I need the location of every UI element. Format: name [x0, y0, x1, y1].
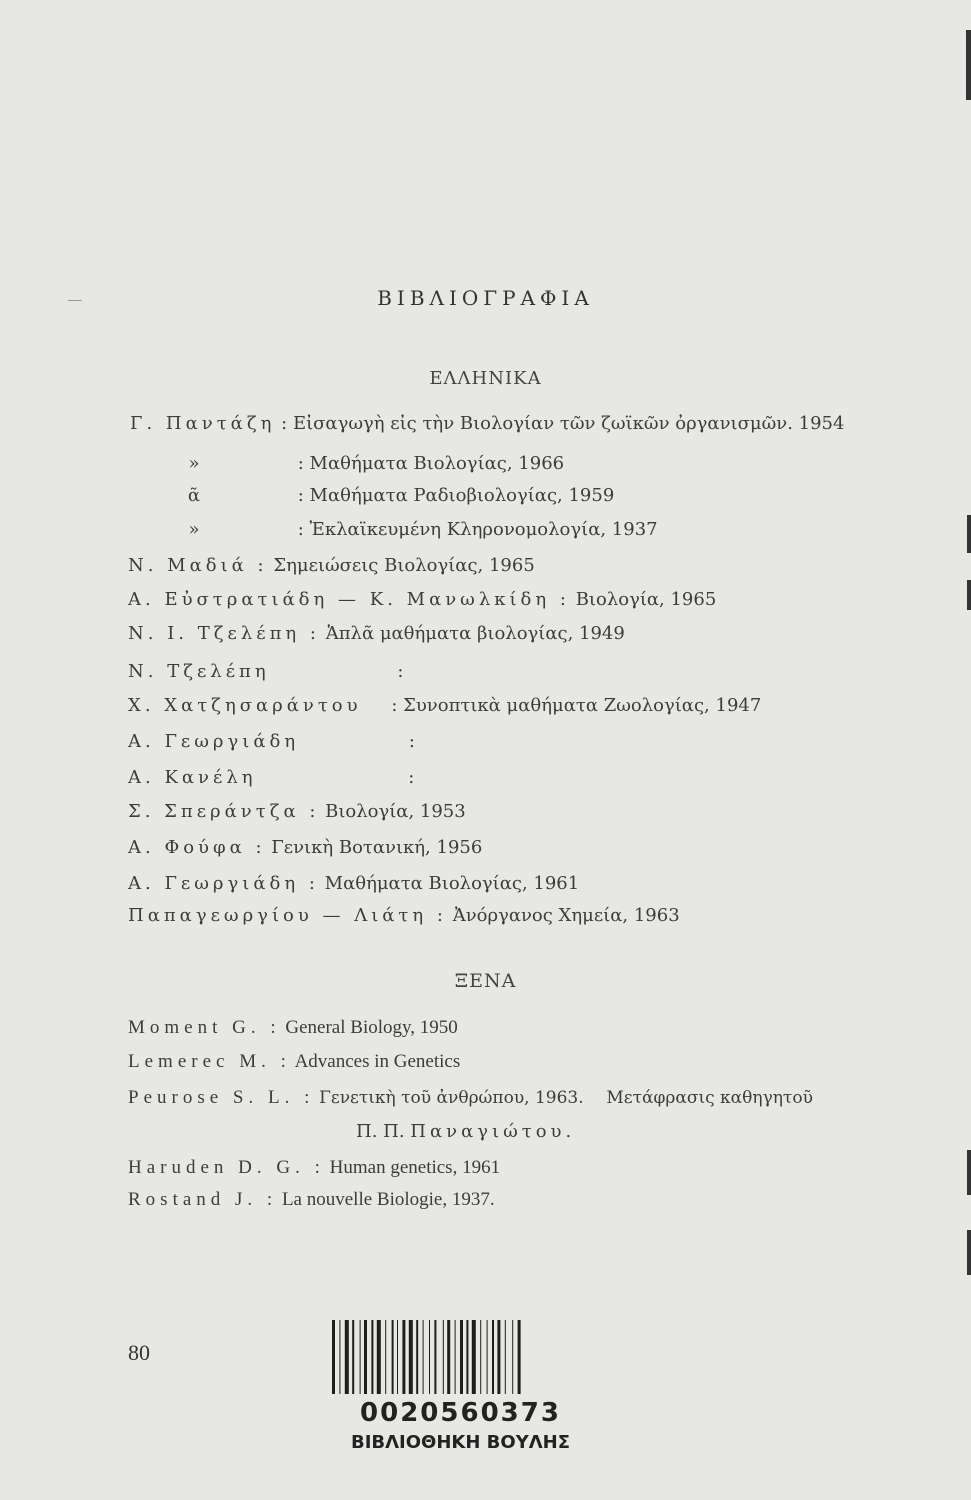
- ditto-mark: »: [188, 519, 200, 540]
- entry-separator: :: [408, 731, 415, 752]
- entry-author: Α. Φούφα :: [128, 837, 266, 858]
- list-item: [184, 484, 614, 508]
- barcode-bar: [466, 1320, 468, 1394]
- entry-work: General Biology, 1950: [285, 1017, 458, 1038]
- entry-author: Παπαγεωργίου — Λιάτη :: [128, 905, 447, 926]
- entry-work: Βιολογία, 1953: [325, 801, 466, 822]
- ditto-mark: ᾶ: [187, 485, 201, 506]
- ditto-mark: »: [188, 453, 200, 474]
- entry-author: Moment G. :: [128, 1017, 281, 1038]
- entry-author: Α. Γεωργιάδη: [128, 731, 300, 752]
- list-item: [128, 872, 579, 896]
- list-item: [128, 1050, 460, 1074]
- section-heading-greek: ΕΛΛΗΝΙΚΑ: [429, 368, 542, 389]
- list-item: [128, 588, 716, 612]
- library-name: ΒΙΒΛΙΟΘΗΚΗ ΒΟΥΛΗΣ: [350, 1432, 571, 1453]
- barcode-bar: [505, 1320, 506, 1394]
- barcode-bar: [472, 1320, 476, 1394]
- entry-author: Rostand J. :: [128, 1189, 278, 1210]
- entry-author: Α. Γεωργιάδη :: [128, 873, 319, 894]
- entry-author: Χ. Χατζησαράντου: [128, 695, 362, 716]
- list-item: [128, 800, 466, 824]
- list-item-continuation: [356, 1120, 575, 1144]
- barcode-bar: [455, 1320, 456, 1394]
- scan-edge-mark: [967, 1230, 971, 1275]
- barcode-bar: [397, 1320, 398, 1394]
- entry-work: Γενικὴ Βοτανική, 1956: [271, 837, 483, 858]
- entry-separator: :: [408, 767, 415, 788]
- entry-author: Ν. Τζελέπη: [128, 661, 270, 682]
- entry-author: Α. Εὐστρατιάδη — Κ. Μανωλκίδη :: [128, 589, 570, 610]
- entry-work: Εἰσαγωγὴ εἰς τὴν Βιολογίαν τῶν ζωϊκῶν ὀργανισμῶν. 1954: [292, 413, 845, 434]
- entry-work: Ἀνόργανος Χημεία, 1963: [452, 905, 680, 926]
- entry-work: La nouvelle Biologie, 1937.: [281, 1189, 495, 1210]
- library-barcode-label: [328, 1316, 593, 1453]
- entry-work: Γενετικὴ τοῦ ἀνθρώπου, 1963.: [319, 1088, 584, 1108]
- list-item: [128, 622, 625, 646]
- entry-separator: :: [281, 413, 288, 434]
- list-item: [128, 660, 403, 684]
- entry-separator: :: [297, 519, 304, 540]
- list-item: [128, 730, 415, 754]
- barcode-bar: [460, 1320, 463, 1394]
- list-item: [128, 1086, 813, 1110]
- entry-work: Human genetics, 1961: [329, 1157, 501, 1178]
- barcode-bar: [429, 1320, 430, 1394]
- scan-edge-mark: [967, 580, 971, 610]
- barcode-bar: [385, 1320, 386, 1394]
- entry-author: Ν. Ι. Τζελέπη :: [128, 623, 320, 644]
- barcode-bar: [345, 1320, 349, 1394]
- entry-work: Ἐκλαϊκευμένη Κληρονομολογία, 1937: [309, 519, 658, 540]
- barcode-bar: [409, 1320, 413, 1394]
- entry-work: Μαθήματα Βιολογίας, 1966: [309, 453, 565, 474]
- entry-author: Ν. Μαδιά :: [128, 555, 268, 576]
- entry-author: Γ. Παντάζη: [130, 413, 276, 434]
- list-item: [128, 554, 535, 578]
- entry-note: Μετάφρασις καθηγητοῦ: [606, 1088, 813, 1108]
- entry-work: Ἁπλᾶ μαθήματα βιολογίας, 1949: [325, 623, 625, 644]
- entry-separator: :: [297, 485, 304, 506]
- barcode-bar: [512, 1320, 513, 1394]
- barcode-bar: [332, 1320, 335, 1394]
- entry-separator: :: [397, 661, 404, 682]
- entry-separator: :: [391, 695, 398, 716]
- entry-author: Peurose S. L. :: [128, 1087, 315, 1108]
- barcode-bar: [487, 1320, 488, 1394]
- barcode-bar: [339, 1320, 340, 1394]
- barcode-bar: [377, 1320, 381, 1394]
- page-number: 80: [128, 1340, 150, 1365]
- page-title: ΒΙΒΛΙΟΓΡΑΦΙΑ: [377, 286, 594, 310]
- barcode-bar: [364, 1320, 367, 1394]
- barcode-bar: [352, 1320, 354, 1394]
- barcode-bar: [447, 1320, 450, 1394]
- barcode-number: 0020560373: [360, 1398, 561, 1428]
- list-item: [128, 836, 482, 860]
- barcode-bar: [443, 1320, 444, 1394]
- barcode-graphic: [328, 1316, 593, 1398]
- entry-author: Lemerec M. :: [128, 1051, 291, 1072]
- barcode-bar: [497, 1320, 500, 1394]
- barcode-bar: [518, 1320, 521, 1394]
- barcode-bar: [392, 1320, 394, 1394]
- barcode-bar: [423, 1320, 424, 1394]
- scan-edge-mark: [966, 30, 971, 100]
- barcode-bar: [480, 1320, 481, 1394]
- entry-translator-initials: Π. Π.: [356, 1121, 405, 1142]
- list-item: [128, 766, 414, 790]
- list-item: [184, 518, 658, 542]
- list-item: [128, 904, 680, 928]
- entry-work: Μαθήματα Βιολογίας, 1961: [324, 873, 580, 894]
- barcode-bar: [371, 1320, 373, 1394]
- barcode-bar: [402, 1320, 405, 1394]
- barcode-bar: [492, 1320, 494, 1394]
- entry-author: Σ. Σπεράντζα :: [128, 801, 320, 822]
- list-item: [128, 694, 761, 718]
- section-heading-foreign: ΞΕΝΑ: [454, 970, 517, 992]
- barcode-bar: [434, 1320, 436, 1394]
- entry-work: Advances in Genetics: [294, 1051, 461, 1072]
- entry-work: Σημειώσεις Βιολογίας, 1965: [273, 555, 535, 576]
- list-item: [128, 1156, 500, 1180]
- entry-work: Μαθήματα Ραδιοβιολογίας, 1959: [309, 485, 615, 506]
- list-item: [184, 452, 564, 476]
- entry-author: Α. Κανέλη: [128, 767, 257, 788]
- entry-work: Συνοπτικὰ μαθήματα Ζωολογίας, 1947: [403, 695, 762, 716]
- list-item: [130, 412, 844, 436]
- barcode-bar: [360, 1320, 361, 1394]
- list-item: [128, 1188, 495, 1212]
- entry-author: Haruden D. G. :: [128, 1157, 325, 1178]
- scan-edge-mark: [967, 1150, 971, 1195]
- entry-translator: Παναγιώτου.: [410, 1121, 576, 1142]
- entry-separator: :: [297, 453, 304, 474]
- entry-work: Βιολογία, 1965: [575, 589, 717, 610]
- barcode-bar: [416, 1320, 418, 1394]
- list-item: [128, 1016, 458, 1040]
- scan-edge-mark: [967, 515, 971, 553]
